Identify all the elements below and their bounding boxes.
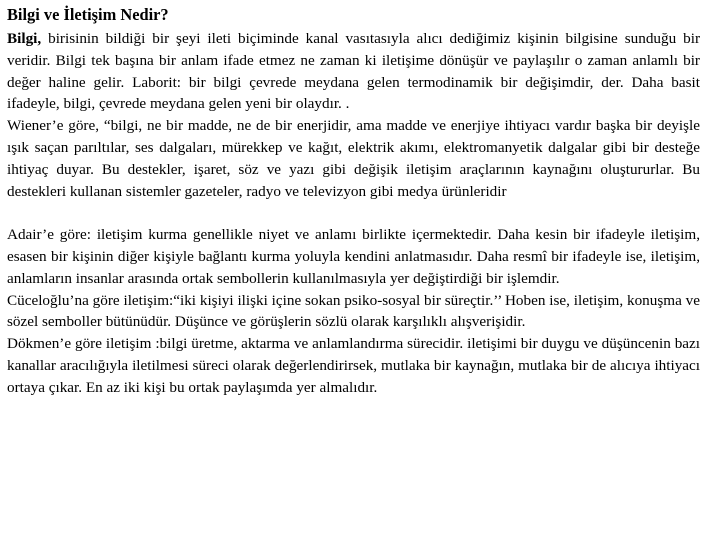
paragraph-bilgi-definition [7, 28, 700, 115]
paragraph-spacer [7, 202, 700, 224]
slide-content [7, 4, 700, 399]
paragraph-bilgi-text: birisinin bildiği bir şeyi ileti biçiminde kanal vasıtasıyla alıcı dediğimiz kişinin bilgisine sunduğu bir veridir. Bilgi tek başına bir anlam ifade etmez ne zaman ki iletişime dönüşür ve paylaşılır o zaman anlamlı bir değer haline gelir. Laborit: bir bilgi çevrede meydana gelen termodinamik bir değişimdir, der. Daha basit ifadeyle, bilgi, çevrede meydana gelen yeni bir olaydır. . [7, 30, 700, 113]
bold-term-bilgi: Bilgi, [7, 30, 42, 47]
slide-title: Bilgi ve İletişim Nedir? [7, 5, 169, 24]
paragraph-adair: Adair’e göre: iletişim kurma genellikle niyet ve anlamı birlikte içermektedir. Daha kesin bir ifadeyle iletişim, esasen bir kişinin diğer kişiyle bağlantı kurma yoluyla kendini anlatmasıdır. Daha resmî bir ifadeyle ise, iletişim, anlamların insanlar arasında ortak sembollerin kullanılmasıyla yer değiştirdiği bir işlemdir. [7, 226, 700, 287]
paragraph-cuceloglu: Cüceloğlu’na göre iletişim:“iki kişiyi ilişki içine sokan psiko-sosyal bir süreçtir.’’ Hoben ise, iletişim, konuşma ve sözel semboller bütünüdür. Düşünce ve görüşlerin sözlü olarak karşılıklı alışverişidir. [7, 291, 700, 331]
paragraph-wiener: Wiener’e göre, “bilgi, ne bir madde, ne de bir enerjidir, ama madde ve enerjiye ihtiyacı vardır başka bir deyişle ışık saçan parıltılar, ses dalgaları, mürekkep ve kağıt, elektrik akımı, elektromanyetik dalgalar gibi bir desteğe ihtiyaç duyar. Bu destekler, işaret, söz ve yazı gibi değişik iletişim araçlarının kaynağını oluştururlar. Bu destekleri kullanan sistemler gazeteler, radyo ve televizyon gibi medya ürünleridir [7, 117, 700, 200]
paragraph-dokmen: Dökmen’e göre iletişim :bilgi üretme, aktarma ve anlamlandırma sürecidir. iletişimi bir duygu ve düşüncenin bazı kanallar aracılığıyla iletilmesi süreci olarak değerlendirirsek, mutlaka bir kaynağın, mutlaka bir de alıcıya ihtiyacı ortaya çıkar. En az iki kişi bu ortak paylaşımda yer almalıdır. [7, 335, 700, 396]
